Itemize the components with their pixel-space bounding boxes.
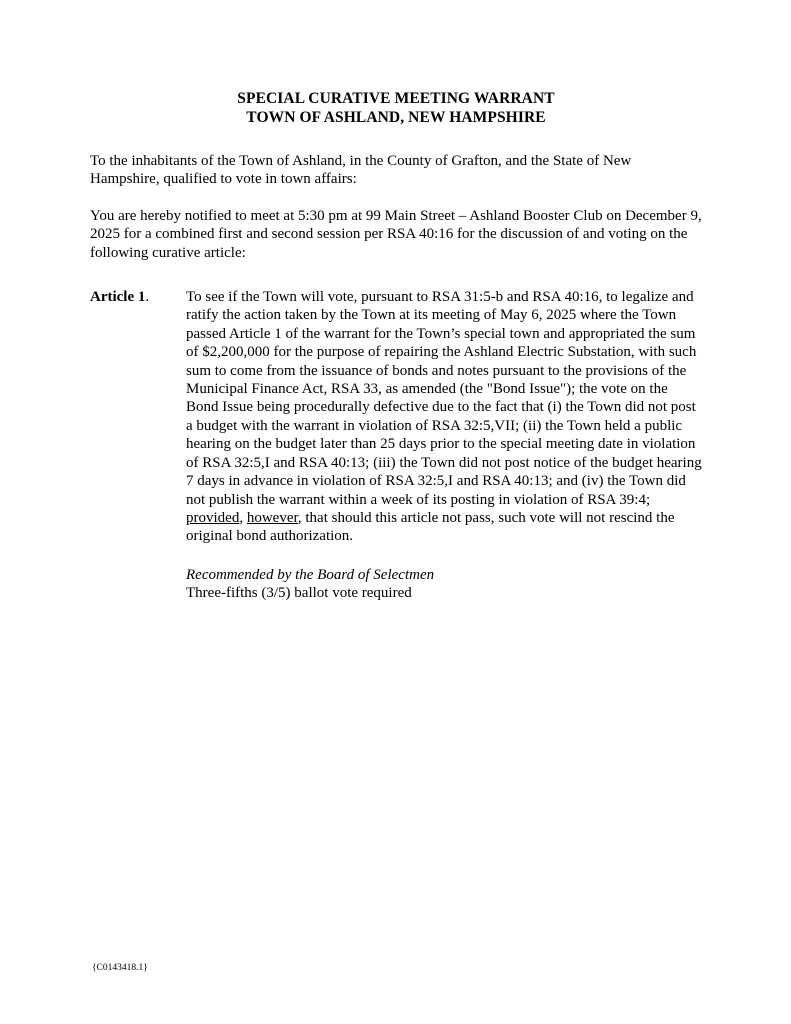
- document-content: [90, 0, 702, 603]
- recommendation-vote-requirement-line: Three-fifths (3/5) ballot vote required: [186, 585, 412, 602]
- article-1-block: [90, 288, 702, 603]
- title-line-1: SPECIAL CURATIVE MEETING WARRANT: [237, 90, 555, 107]
- title-line-2: TOWN OF ASHLAND, NEW HAMPSHIRE: [246, 109, 546, 126]
- article-1-row: [90, 288, 702, 546]
- article-1-label-text: Article 1: [90, 289, 146, 306]
- intro-paragraph-2: You are hereby notified to meet at 5:30 pm at 99 Main Street – Ashland Booster Club on December 9, 2025 for a combined first and second session per RSA 40:16 for the discussion of and voting on the following curative article:: [90, 207, 702, 261]
- footer-document-id: {C0143418.1}: [92, 963, 148, 973]
- recommendation-selectmen-line: Recommended by the Board of Selectmen: [186, 566, 435, 583]
- article-1-body-part-2: , that should this article not pass, such vote will not rescind the original bond authorization.: [186, 509, 675, 545]
- article-1-between-underlines: ,: [239, 509, 247, 526]
- article-1-label: [90, 288, 186, 306]
- article-1-label-period: .: [145, 289, 150, 306]
- article-1-underline-provided: provided: [186, 509, 240, 526]
- article-1-body: [186, 288, 702, 546]
- intro-paragraph-1: To the inhabitants of the Town of Ashland, in the County of Grafton, and the State of New Hampshire, qualified to vote in town affairs:: [90, 153, 632, 188]
- article-1-underline-however: however: [246, 509, 298, 526]
- article-1-body-part-1: To see if the Town will vote, pursuant to RSA 31:5-b and RSA 40:16, to legalize and ratify the action taken by the Town at its meeting of May 6, 2025 where the Town passed Article 1 of the warrant for the Town’s special town and appropriated the sum of $2,200,000 for the purpose of repairing the Ashland Electric Substation, with such sum to come from the issuance of bonds and notes pursuant to the provisions of the Municipal Finance Act, RSA 33, as amended (the "Bond Issue"); the vote on the Bond Issue being procedurally defective due to the fact that (i) the Town did not post a budget with the warrant in violation of RSA 32:5,VII; (ii) the Town held a public hearing on the budget later than 25 days prior to the special meeting date in violation of RSA 32:5,I and RSA 40:13; (iii) the Town did not post notice of the budget hearing 7 days in advance in violation of RSA 32:5,I and RSA 40:13; and (iv) the Town did not publish the warrant within a week of its posting in violation of RSA 39:4;: [186, 289, 702, 508]
- document-title: [90, 0, 702, 127]
- recommendation-block: [186, 566, 702, 603]
